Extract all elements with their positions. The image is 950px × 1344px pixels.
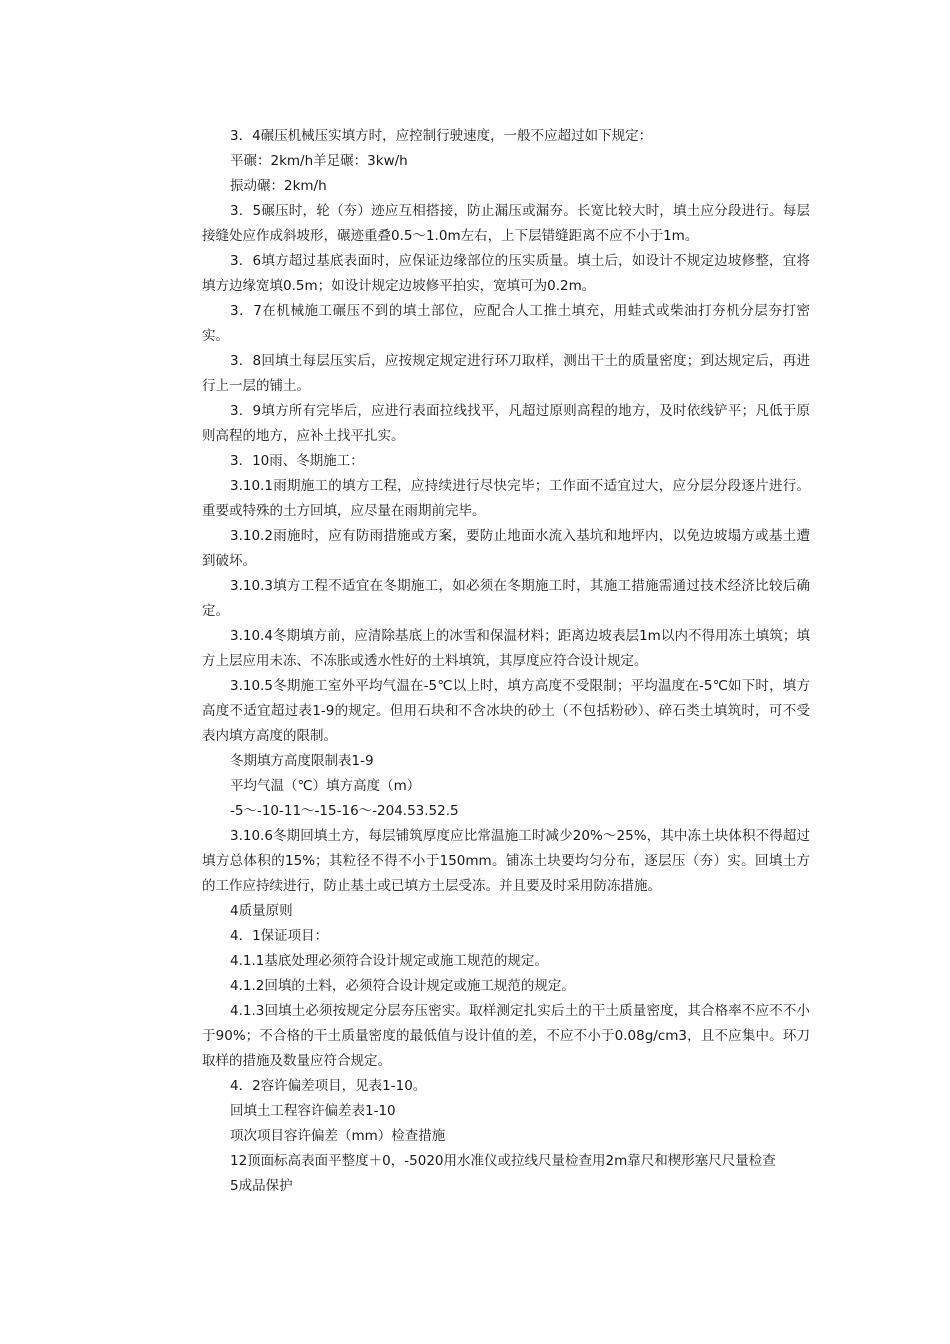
paragraph-3-4: 3．4碾压机械压实填方时，应控制行驶速度，一般不应超过如下规定：: [230, 128, 653, 144]
table-1-10-header: 项次项目容许偏差（mm）检查措施: [230, 1128, 446, 1144]
table-1-9-row: -5～-10-11～-15-16～-204.53.52.5: [230, 803, 459, 819]
paragraph-3-6: 3．6填方超过基底表面时，应保证边缘部位的压实质量。填土后，如设计不规定边坡修整，宜将填方边缘宽填0.5m；如设计规定边坡修平拍实，宽填可为0.2m。: [202, 253, 810, 294]
paragraph-3-7: 3．7在机械施工碾压不到的填土部位，应配合人工推土填充，用蛙式或柴油打夯机分层夯打密实。: [202, 303, 810, 344]
paragraph-3-5: 3．5碾压时，轮（夯）迹应互相搭接，防止漏压或漏夯。长宽比较大时，填土应分段进行。每层接缝处应作成斜坡形，碾迹重叠0.5～1.0m左右，上下层错缝距离不应不小于1m。: [202, 203, 810, 244]
paragraph-3-10-6: 3.10.6冬期回填土方，每层铺筑厚度应比常温施工时减少20%～25%，其中冻土块体积不得超过填方总体积的15%；其粒径不得不小于150mm。铺冻土块要均匀分布，逐层压（夯）实。回填土方的工作应持续进行，防止基土或已填方土层受冻。并且要及时采用防冻措施。: [202, 828, 810, 894]
paragraph-4-1: 4．1保证项目：: [230, 928, 329, 944]
section-heading-5: 5成品保护: [230, 1178, 293, 1194]
paragraph-4-2: 4．2容许偏差项目，见表1-10。: [230, 1078, 427, 1094]
paragraph-3-9: 3．9填方所有完毕后，应进行表面拉线找平，凡超过原则高程的地方，及时依线铲平；凡低于原则高程的地方，应补土找平扎实。: [202, 403, 810, 444]
table-1-10-row: 12顶面标高表面平整度＋0，-5020用水准仪或拉线尺量检查用2m靠尺和楔形塞尺尺量检查: [230, 1153, 776, 1169]
table-1-9-caption: 冬期填方高度限制表1-9: [230, 753, 374, 769]
paragraph-4-1-1: 4.1.1基底处理必须符合设计规定或施工规范的规定。: [230, 953, 548, 969]
table-1-10-caption: 回填土工程容许偏差表1-10: [230, 1103, 396, 1119]
section-heading-4: 4质量原则: [230, 903, 293, 919]
paragraph-3-10-3: 3.10.3填方工程不适宜在冬期施工，如必须在冬期施工时，其施工措施需通过技术经济比较后确定。: [202, 578, 810, 619]
document-body: [202, 124, 810, 1199]
table-1-9-header: 平均气温（℃）填方高度（m）: [230, 778, 421, 794]
paragraph-4-1-2: 4.1.2回填的土料，必须符合设计规定或施工规范的规定。: [230, 978, 575, 994]
paragraph-3-10-2: 3.10.2雨施时，应有防雨措施或方案，要防止地面水流入基坑和地坪内，以免边坡塌方或基土遭到破坏。: [202, 528, 810, 569]
paragraph-3-10-4: 3.10.4冬期填方前，应清除基底上的冰雪和保温材料；距离边坡表层1m以内不得用冻土填筑；填方上层应用未冻、不冻胀或透水性好的土料填筑，其厚度应符合设计规定。: [202, 628, 810, 669]
paragraph-3-8: 3．8回填土每层压实后，应按规定规定进行环刀取样，测出干土的质量密度；到达规定后，再进行上一层的铺土。: [202, 353, 810, 394]
paragraph-4-1-3: 4.1.3回填土必须按规定分层夯压密实。取样测定扎实后土的干土质量密度，其合格率不应不不小于90%；不合格的干土质量密度的最低值与设计值的差，不应不小于0.08g/cm3，且不应集中。环刀取样的措施及数量应符合规定。: [202, 1003, 810, 1069]
paragraph-roller-speed-1: 平碾：2km/h羊足碾：3kw/h: [230, 153, 408, 169]
paragraph-roller-speed-2: 振动碾：2km/h: [230, 178, 327, 194]
paragraph-3-10: 3．10雨、冬期施工：: [230, 453, 364, 469]
paragraph-3-10-1: 3.10.1雨期施工的填方工程，应持续进行尽快完毕；工作面不适宜过大，应分层分段逐片进行。重要或特殊的土方回填，应尽量在雨期前完毕。: [202, 478, 810, 519]
paragraph-3-10-5: 3.10.5冬期施工室外平均气温在-5℃以上时，填方高度不受限制；平均温度在-5℃如下时，填方高度不适宜超过表1-9的规定。但用石块和不含冰块的砂土（不包括粉砂）、碎石类土填筑时，可不受表内填方高度的限制。: [202, 678, 810, 744]
